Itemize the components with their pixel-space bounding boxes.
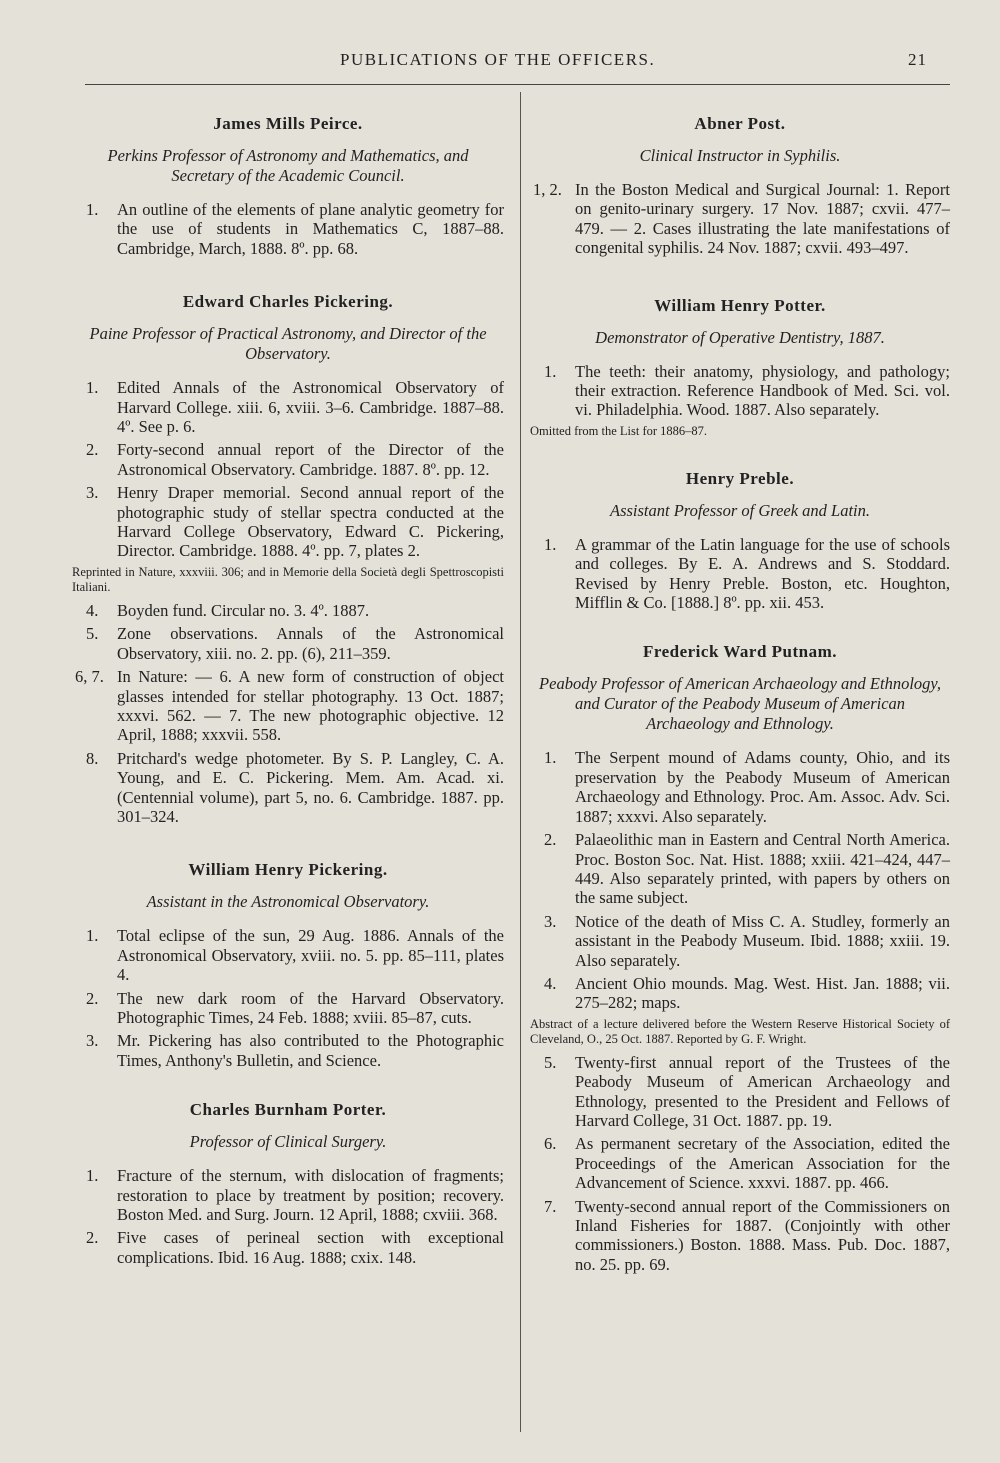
header-rule: [85, 84, 950, 85]
entry-number: 1.: [86, 1166, 99, 1186]
officer-section: [72, 1100, 504, 1267]
officer-name: Edward Charles Pickering.: [182, 292, 394, 312]
column-divider: [520, 92, 521, 1432]
publication-entry: [530, 830, 950, 908]
officer-name: William Henry Potter.: [654, 295, 826, 315]
publication-entry: [72, 601, 504, 620]
officer-name: Frederick Ward Putnam.: [642, 642, 838, 662]
entry-text: Palaeolithic man in Eastern and Central North America. Proc. Boston Soc. Nat. Hist. 1888; xxiii. 421–424, 447–449. Also separately printed, with papers by others on the same subject.: [575, 830, 950, 908]
entry-number: 3.: [86, 483, 99, 503]
entry-text: Fracture of the sternum, with dislocation of fragments; restoration to place by treatment by position; recovery. Boston Med. and Surg. Journ. 12 April, 1888; cxviii. 368.: [117, 1166, 504, 1224]
officer-name: Charles Burnham Porter.: [189, 1100, 387, 1120]
entry-text: The new dark room of the Harvard Observatory. Photographic Times, 24 Feb. 1888; xviii. 85–87, cuts.: [117, 988, 504, 1027]
officer-title: Demonstrator of Operative Dentistry, 1887.: [595, 327, 885, 347]
officer-name: Henry Preble.: [685, 468, 795, 488]
entry-text: Zone observations. Annals of the Astronomical Observatory, xiii. no. 2. pp. (6), 211–359.: [117, 624, 504, 663]
entry-text: Notice of the death of Miss C. A. Studley, formerly an assistant in the Peabody Museum. Ibid. 1888; xxiii. 19. Also separately.: [575, 911, 950, 970]
left-column: [72, 100, 504, 1271]
entry-number: 5.: [544, 1052, 557, 1072]
entry-text: Total eclipse of the sun, 29 Aug. 1886. Annals of the Astronomical Observatory, xviii. no. 5. pp. 85–111, plates 4.: [117, 926, 504, 985]
entry-number: 5.: [86, 624, 99, 644]
officer-title: Paine Professor of Practical Astronomy, and Director of the Observatory.: [89, 324, 487, 364]
entry-number: 1.: [544, 361, 557, 381]
entry-text: Twenty-first annual report of the Trustees of the Peabody Museum of American Archaeology and Ethnology, presented to the President and Fellows of Harvard College, 31 Oct. 1887. pp. 19.: [575, 1052, 950, 1130]
officer-name: James Mills Peirce.: [213, 114, 363, 133]
entry-text: Henry Draper memorial. Second annual report of the photographic study of stellar spectra conducted at the Harvard College Observatory, Edward C. Pickering, Director. Cambridge. 1888. 4º. pp. 7, plates 2.: [117, 483, 504, 561]
entry-number: 2.: [86, 440, 99, 460]
entry-number: 1, 2.: [533, 180, 562, 199]
right-column: [530, 100, 950, 1278]
officer-title: Assistant Professor of Greek and Latin.: [609, 500, 871, 520]
entry-note: Abstract of a lecture delivered before the Western Reserve Historical Society of Cleveland, O., 25 Oct. 1887. Reported by G. F. Wright.: [530, 1016, 950, 1046]
entry-number: 2.: [86, 988, 99, 1008]
publication-entry: [530, 535, 950, 613]
publication-entry: [72, 1228, 504, 1267]
entry-text: In Nature: — 6. A new form of construction of object glasses intended for stellar photography. 13 Oct. 1887; xxxvi. 562. — 7. The new photographic objective. 12 April, 1888; xxxvii. 558.: [117, 667, 504, 745]
running-title: PUBLICATIONS OF THE OFFICERS.: [340, 50, 656, 69]
entry-number: 3.: [544, 911, 557, 931]
entry-text: Forty-second annual report of the Director of the Astronomical Observatory. Cambridge. 1887. 8º. pp. 12.: [117, 440, 504, 479]
entry-number: 8.: [86, 748, 99, 768]
entry-text: Twenty-second annual report of the Commissioners on Inland Fisheries for 1887. (Conjointly with other commissioners.) Boston. 1888. Mass. Pub. Doc. 1887, no. 25. pp. 69.: [575, 1196, 950, 1274]
entry-number: 1.: [544, 748, 557, 768]
publication-entry: [530, 1197, 950, 1275]
publication-entry: [72, 200, 504, 258]
entry-number: 6, 7.: [75, 667, 104, 687]
entry-number: 3.: [86, 1031, 99, 1051]
entry-text: In the Boston Medical and Surgical Journal: 1. Report on genito-urinary surgery. 17 Nov. 1887; cxvii. 477–479. — 2. Cases illustrating the late manifestations of congenital syphilis. 24 Nov. 1887; cxvii. 493–497.: [575, 180, 950, 258]
entry-text: The Serpent mound of Adams county, Ohio, and its preservation by the Peabody Museum of American Archaeology and Ethnology. Proc. Am. Assoc. Adv. Sci. 1887; xxxvi. Also separately.: [575, 748, 950, 826]
publication-entry: [72, 667, 504, 745]
publication-entry: [530, 912, 950, 970]
officer-name: Abner Post.: [694, 114, 786, 133]
publication-entry: [72, 483, 504, 561]
entry-text: The teeth: their anatomy, physiology, and pathology; their extraction. Reference Handbook of Med. Sci. vol. vi. Philadelphia. Wood. 1887. Also separately.: [575, 361, 950, 420]
entry-note: Omitted from the List for 1886–87.: [530, 423, 708, 438]
page-number: 21: [908, 50, 927, 69]
officer-title: Professor of Clinical Surgery.: [189, 1132, 387, 1152]
entry-text: An outline of the elements of plane analytic geometry for the use of students in Mathematics C, 1887–88. Cambridge, March, 1888. 8º. pp. 68.: [117, 200, 504, 258]
entry-text: Edited Annals of the Astronomical Observatory of Harvard College. xiii. 6, xviii. 3–6. Cambridge. 1887–88. 4º. See p. 6.: [117, 378, 504, 437]
publication-entry: [530, 362, 950, 420]
publication-entry: [530, 1134, 950, 1192]
publication-entry: [72, 378, 504, 436]
officer-section: [72, 292, 504, 826]
publication-entry: [72, 926, 504, 984]
publication-entry: [72, 624, 504, 663]
officer-section: [530, 296, 950, 439]
entry-number: 1.: [86, 378, 99, 398]
entry-number: 6.: [544, 1134, 557, 1154]
officer-title: Peabody Professor of American Archaeology and Ethnology, and Curator of the Peabody Museum of American Archaeology and Ethnology.: [539, 674, 941, 734]
publication-entry: [72, 989, 504, 1028]
entry-text: As permanent secretary of the Association, edited the Proceedings of the American Association for the Advancement of Science. xxxvi. 1887. pp. 466.: [575, 1134, 950, 1193]
publication-entry: [72, 749, 504, 827]
entry-note: Reprinted in Nature, xxxviii. 306; and in Memorie della Società degli Spettroscopisti Italiani.: [72, 564, 504, 594]
publication-entry: [530, 1053, 950, 1131]
entry-number: 2.: [86, 1228, 99, 1248]
entry-number: 1.: [86, 200, 99, 219]
entry-number: 7.: [544, 1196, 557, 1216]
officer-title: Assistant in the Astronomical Observatory.: [146, 892, 430, 912]
officer-section: [72, 860, 504, 1070]
publication-entry: [72, 440, 504, 479]
officer-title: Clinical Instructor in Syphilis.: [639, 146, 841, 165]
entry-number: 1.: [544, 534, 557, 554]
entry-number: 2.: [544, 830, 557, 850]
entry-number: 1.: [86, 926, 99, 946]
entry-number: 4.: [86, 600, 99, 620]
running-head: [0, 50, 1000, 80]
officer-name: William Henry Pickering.: [188, 860, 388, 880]
entry-text: A grammar of the Latin language for the use of schools and colleges. By E. A. Andrews and S. Stoddard. Revised by Henry Preble. Boston, etc. Houghton, Mifflin & Co. [1888.] 8º. pp. xii. 453.: [575, 534, 950, 613]
entry-text: Ancient Ohio mounds. Mag. West. Hist. Jan. 1888; vii. 275–282; maps.: [575, 973, 950, 1013]
officer-title: Perkins Professor of Astronomy and Mathematics, and Secretary of the Academic Council.: [107, 146, 469, 185]
entry-text: Mr. Pickering has also contributed to the Photographic Times, Anthony's Bulletin, and Science.: [117, 1031, 504, 1070]
officer-section: [530, 114, 950, 258]
publication-entry: [530, 974, 950, 1013]
publication-entry: [72, 1166, 504, 1224]
publication-entry: [530, 748, 950, 826]
officer-section: [530, 642, 950, 1274]
entry-text: Five cases of perineal section with exceptional complications. Ibid. 16 Aug. 1888; cxix. 148.: [117, 1228, 504, 1267]
entry-number: 4.: [544, 973, 557, 993]
entry-text: Pritchard's wedge photometer. By S. P. Langley, C. A. Young, and E. C. Pickering. Mem. Am. Acad. xi. (Centennial volume), part 5, no. 6. Cambridge. 1887. pp. 301–324.: [117, 748, 504, 826]
publication-entry: [72, 1031, 504, 1070]
officer-section: [530, 469, 950, 613]
entry-text: Boyden fund. Circular no. 3. 4º. 1887.: [117, 600, 370, 620]
officer-section: [72, 114, 504, 258]
publication-entry: [530, 180, 950, 258]
